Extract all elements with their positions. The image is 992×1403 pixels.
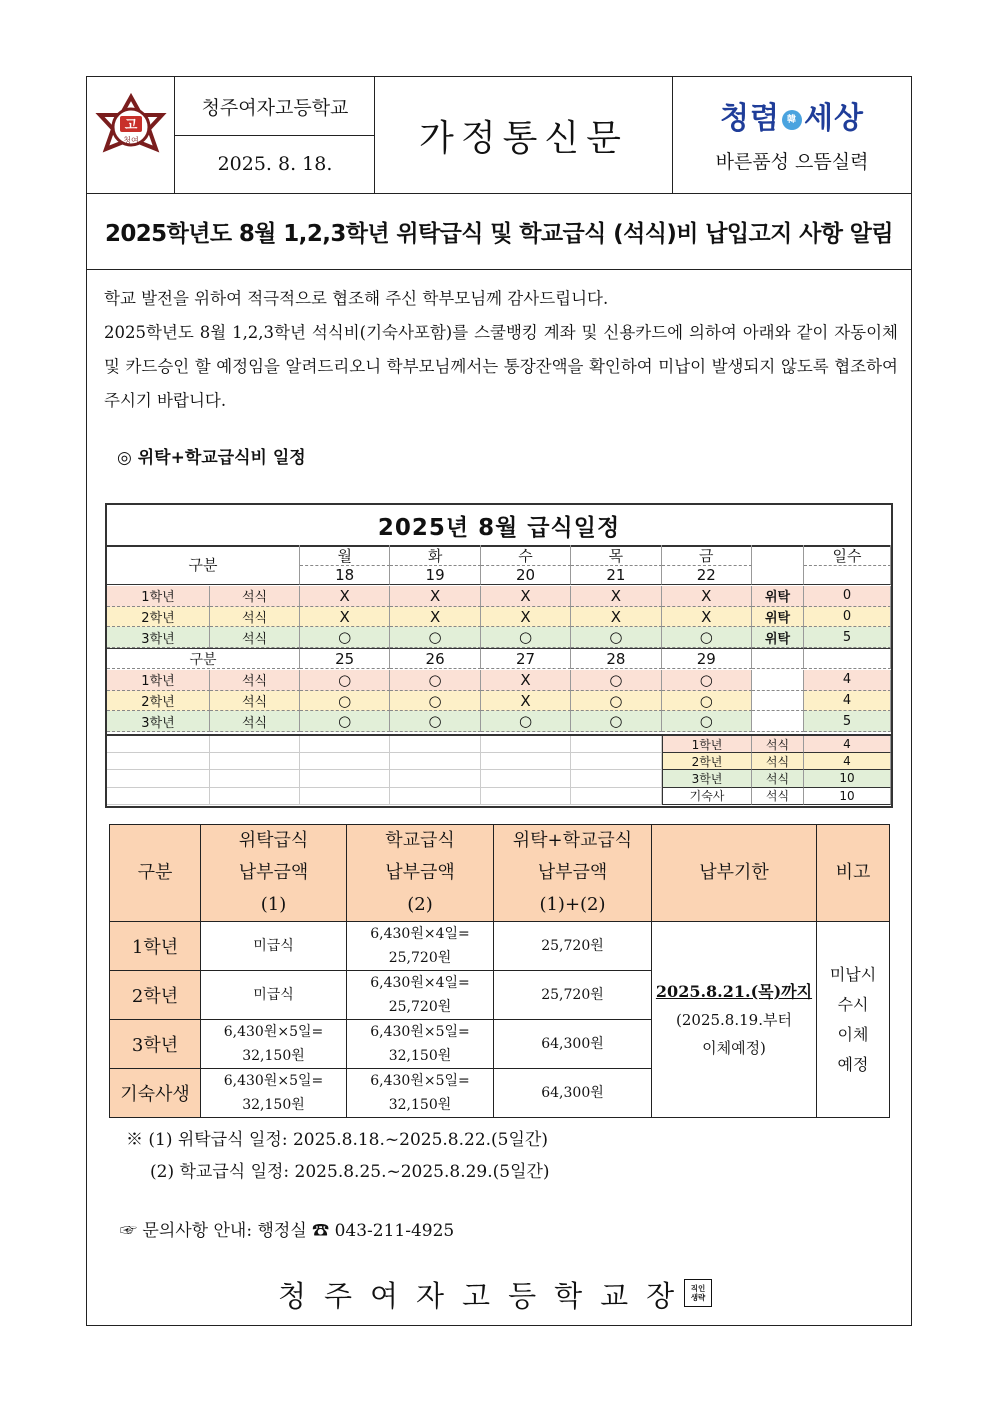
grid-mark: ○	[571, 691, 661, 712]
grid-mark: X	[662, 607, 752, 628]
schedule-notes	[126, 1124, 550, 1188]
grid-mark: ○	[300, 711, 390, 732]
grid-mark: ○	[662, 711, 752, 732]
grid-empty-cell	[390, 770, 480, 787]
row-c2-b: 32,150원	[388, 1097, 452, 1113]
grid-empty-cell	[390, 736, 480, 753]
grid-empty-cell	[571, 770, 661, 787]
grid-mark: X	[571, 607, 661, 628]
school-emblem	[87, 77, 175, 193]
deadline-sub-1: (2025.8.19.부터	[676, 1010, 792, 1029]
header-c3	[494, 825, 652, 922]
grid-grade: 3학년	[107, 711, 210, 732]
school-name: 청주여자고등학교	[175, 77, 375, 136]
grid-empty-cell	[300, 753, 390, 770]
grid-grade: 2학년	[107, 691, 210, 712]
grid-mark: ○	[300, 691, 390, 712]
grid-empty-cell	[481, 753, 571, 770]
grid-date-label: 26	[390, 648, 480, 669]
note-line-1: 미납시	[829, 964, 877, 984]
section-title: ◎ 위탁+학교급식비 일정	[117, 448, 306, 468]
header-gubun: 구분	[110, 825, 201, 922]
row-c1-a: 6,430원×5일=	[223, 1024, 324, 1040]
row-total: 25,720원	[494, 971, 652, 1020]
summary-count: 4	[804, 753, 891, 770]
grid-empty-cell	[390, 753, 480, 770]
motto: 바른품성 으뜸실력	[715, 151, 869, 173]
note-line-4: 예정	[837, 1054, 869, 1074]
emblem-text: 청여	[123, 136, 139, 145]
grid-date-label: 22	[662, 566, 752, 585]
row-grade: 기숙사생	[110, 1069, 201, 1118]
grid-mark: ○	[390, 691, 480, 712]
grid-date-label: 28	[571, 648, 661, 669]
grid-meal: 석식	[210, 691, 300, 712]
grid-meal: 석식	[210, 627, 300, 648]
brand-right: 세상	[804, 101, 864, 136]
grid-day-label: 금	[662, 545, 752, 566]
principal-signature: 청주여자고등학교장	[278, 1279, 693, 1313]
grid-date-label: 21	[571, 566, 661, 585]
grid-type: 위탁	[752, 586, 804, 607]
grid-date-label: 27	[481, 648, 571, 669]
inquiry	[120, 1216, 454, 1241]
grid-empty-cell	[210, 736, 300, 753]
seal-top: 직인	[690, 1284, 706, 1293]
school-info	[175, 77, 375, 193]
header-c2-b: 납부금액	[385, 862, 455, 883]
row-grade: 3학년	[110, 1020, 201, 1069]
grid-meal: 석식	[210, 711, 300, 732]
seal-bottom: 생략	[690, 1293, 706, 1302]
grid-count-blank	[804, 566, 891, 585]
row-c1-b: 32,150원	[242, 1097, 305, 1113]
hand-pointer-icon: ☞	[120, 1221, 137, 1241]
grid-mark: X	[571, 586, 661, 607]
doc-type: 가정통신문	[375, 77, 673, 193]
deadline-cell	[652, 922, 817, 1118]
meal-schedule	[105, 503, 893, 808]
grid-mark: ○	[390, 627, 480, 648]
header-c1-a: 위탁급식	[238, 830, 309, 851]
grid-empty-cell	[300, 770, 390, 787]
grid-empty-cell	[481, 770, 571, 787]
header-deadline: 납부기한	[652, 825, 817, 922]
grid-meal: 석식	[210, 670, 300, 691]
intro-text	[104, 282, 898, 418]
header-c1	[201, 825, 347, 922]
note-cell	[817, 922, 890, 1118]
grid-mark: ○	[390, 711, 480, 732]
row-c1-a: 미급식	[253, 938, 294, 954]
grid-empty-cell	[571, 753, 661, 770]
grid-count: 0	[804, 607, 891, 628]
brand-left: 청렴	[720, 101, 780, 136]
brand-logo	[673, 93, 911, 137]
summary-count: 10	[804, 770, 891, 787]
grid-date-label: 18	[300, 566, 390, 585]
row-c2-a: 6,430원×5일=	[370, 1073, 470, 1089]
grid-mark: X	[481, 607, 571, 628]
grid-count: 4	[804, 691, 891, 712]
row-grade: 2학년	[110, 971, 201, 1020]
grid-date-label: 19	[390, 566, 480, 585]
summary-grade: 기숙사	[662, 788, 752, 805]
row-c1	[201, 971, 347, 1020]
note-line-2: 수시	[837, 994, 869, 1014]
row-total: 25,720원	[494, 922, 652, 971]
grid-mark: X	[481, 586, 571, 607]
grid-mark: ○	[571, 711, 661, 732]
grid-date-label: 29	[662, 648, 752, 669]
grid-grade: 1학년	[107, 586, 210, 607]
grid-mark: ○	[571, 627, 661, 648]
grid-meal: 석식	[210, 586, 300, 607]
grid-empty-cell	[210, 753, 300, 770]
fee-table	[109, 824, 890, 1118]
grid-count: 0	[804, 586, 891, 607]
grid-date-label: 25	[300, 648, 390, 669]
grid-empty-cell	[300, 788, 390, 805]
intro-paragraph-1: 학교 발전을 위하여 적극적으로 협조해 주신 학부모님께 감사드립니다.	[104, 289, 609, 308]
emblem-letter: 고	[124, 118, 138, 133]
grid-mark: X	[662, 586, 752, 607]
grid-header-ilsu: 일수	[804, 545, 891, 566]
row-c1	[201, 1020, 347, 1069]
header-c2-a: 학교급식	[385, 830, 455, 851]
issue-date: 2025. 8. 18.	[217, 153, 333, 175]
deadline-sub-2: 이체예정)	[702, 1038, 766, 1057]
grid-type-blank	[752, 648, 804, 669]
header-note: 비고	[817, 825, 890, 922]
summary-count: 10	[804, 788, 891, 805]
grid-type: 위탁	[752, 607, 804, 628]
grid-mark: X	[300, 607, 390, 628]
grid-header-gubun: 구분	[107, 648, 300, 669]
row-c2-b: 25,720원	[388, 950, 452, 966]
header-c1-b: 납부금액	[238, 862, 309, 883]
brand-mid: 韓	[786, 114, 797, 125]
header-c3-b: 납부금액	[537, 862, 608, 883]
grid-empty-cell	[107, 753, 210, 770]
row-c2	[347, 971, 494, 1020]
row-c2	[347, 922, 494, 971]
summary-meal: 석식	[752, 736, 804, 753]
grid-mark: ○	[571, 670, 661, 691]
header-c3-a: 위탁+학교급식	[512, 830, 633, 851]
grid-empty-cell	[107, 736, 210, 753]
grid-mark: ○	[481, 711, 571, 732]
header-c2-c: (2)	[407, 894, 433, 915]
note-line-3: 이체	[837, 1024, 869, 1044]
grid-type	[752, 670, 804, 691]
grid-empty-cell	[107, 770, 210, 787]
grid-mark: ○	[662, 691, 752, 712]
grid-day-label: 수	[481, 545, 571, 566]
deadline-main: 2025.8.21.(목)까지	[655, 981, 813, 1001]
row-c2	[347, 1020, 494, 1069]
grid-mark: ○	[662, 627, 752, 648]
grid-empty-cell	[481, 788, 571, 805]
grid-count: 5	[804, 711, 891, 732]
document-title: 2025학년도 8월 1,2,3학년 위탁급식 및 학교급식 (석식)비 납입고지 사항 알림	[87, 193, 911, 270]
grid-count-blank	[804, 648, 891, 669]
grid-empty-cell	[300, 736, 390, 753]
summary-meal: 석식	[752, 753, 804, 770]
grid-type-header	[752, 545, 804, 585]
grid-mark: ○	[662, 670, 752, 691]
summary-grade: 1학년	[662, 736, 752, 753]
summary-count: 4	[804, 736, 891, 753]
table-row	[110, 922, 890, 971]
grid-mark: ○	[481, 627, 571, 648]
grid-day-label: 목	[571, 545, 661, 566]
row-c2-b: 25,720원	[388, 999, 452, 1015]
grid-mark: ○	[300, 670, 390, 691]
header-c1-c: (1)	[260, 894, 287, 915]
row-c1-a: 6,430원×5일=	[223, 1073, 324, 1089]
row-c2-a: 6,430원×5일=	[370, 1024, 470, 1040]
grid-mark: X	[481, 670, 571, 691]
grid-mark: X	[390, 607, 480, 628]
grid-empty-cell	[210, 788, 300, 805]
grid-empty-cell	[571, 736, 661, 753]
row-c1-b: 32,150원	[242, 1048, 305, 1064]
summary-meal: 석식	[752, 788, 804, 805]
grid-mark: ○	[390, 670, 480, 691]
row-c2-b: 32,150원	[388, 1048, 452, 1064]
grid-empty-cell	[390, 788, 480, 805]
summary-meal: 석식	[752, 770, 804, 787]
grid-type: 위탁	[752, 627, 804, 648]
header-c2	[347, 825, 494, 922]
grid-day-label: 월	[300, 545, 390, 566]
grid-mark: ○	[300, 627, 390, 648]
grid-empty-cell	[210, 770, 300, 787]
official-seal	[684, 1279, 712, 1307]
row-total: 64,300원	[494, 1069, 652, 1118]
grid-empty-cell	[481, 736, 571, 753]
phone-icon: ☎	[312, 1221, 330, 1241]
inquiry-text: 문의사항 안내: 행정실	[142, 1221, 307, 1241]
row-total: 64,300원	[494, 1020, 652, 1069]
row-c2	[347, 1069, 494, 1118]
grid-empty-cell	[107, 788, 210, 805]
brand-dot-icon	[782, 110, 802, 130]
grid-header-gubun: 구분	[107, 545, 300, 585]
grid-grade: 1학년	[107, 670, 210, 691]
row-grade: 1학년	[110, 922, 201, 971]
grid-count: 4	[804, 670, 891, 691]
grid-type	[752, 691, 804, 712]
grid-count: 5	[804, 627, 891, 648]
header-c3-c: (1)+(2)	[539, 894, 606, 915]
summary-grade: 2학년	[662, 753, 752, 770]
row-c1	[201, 922, 347, 971]
summary-grade: 3학년	[662, 770, 752, 787]
grid-grade: 3학년	[107, 627, 210, 648]
row-c1-a: 미급식	[253, 987, 294, 1003]
grid-mark: X	[481, 691, 571, 712]
phone-number: 043-211-4925	[334, 1221, 455, 1241]
grid-empty-cell	[571, 788, 661, 805]
row-c1	[201, 1069, 347, 1118]
slogan	[673, 77, 911, 193]
row-c2-a: 6,430원×4일=	[370, 975, 470, 991]
grid-date-label: 20	[481, 566, 571, 585]
grid-meal: 석식	[210, 607, 300, 628]
grid-mark: X	[390, 586, 480, 607]
letterhead	[87, 77, 911, 194]
note-line-1: ※ (1) 위탁급식 일정: 2025.8.18.~2025.8.22.(5일간)	[126, 1130, 548, 1150]
row-c2-a: 6,430원×4일=	[370, 926, 470, 942]
grid-day-label: 화	[390, 545, 480, 566]
grid-mark: X	[300, 586, 390, 607]
intro-paragraph-2: 2025학년도 8월 1,2,3학년 석식비(기숙사포함)를 스쿨뱅킹 계좌 및 신용카드에 의하여 아래와 같이 자동이체 및 카드승인 할 예정임을 알려드리오니 학부모님께서는 통장잔액을 확인하여 미납이 발생되지 않도록 협조하여 주시기 바랍니다.	[104, 323, 898, 410]
schedule-title: 2025년 8월 급식일정	[107, 505, 891, 547]
grid-grade: 2학년	[107, 607, 210, 628]
note-line-2: (2) 학교급식 일정: 2025.8.25.~2025.8.29.(5일간)	[150, 1162, 550, 1182]
grid-type	[752, 711, 804, 732]
emblem-icon	[87, 77, 175, 193]
